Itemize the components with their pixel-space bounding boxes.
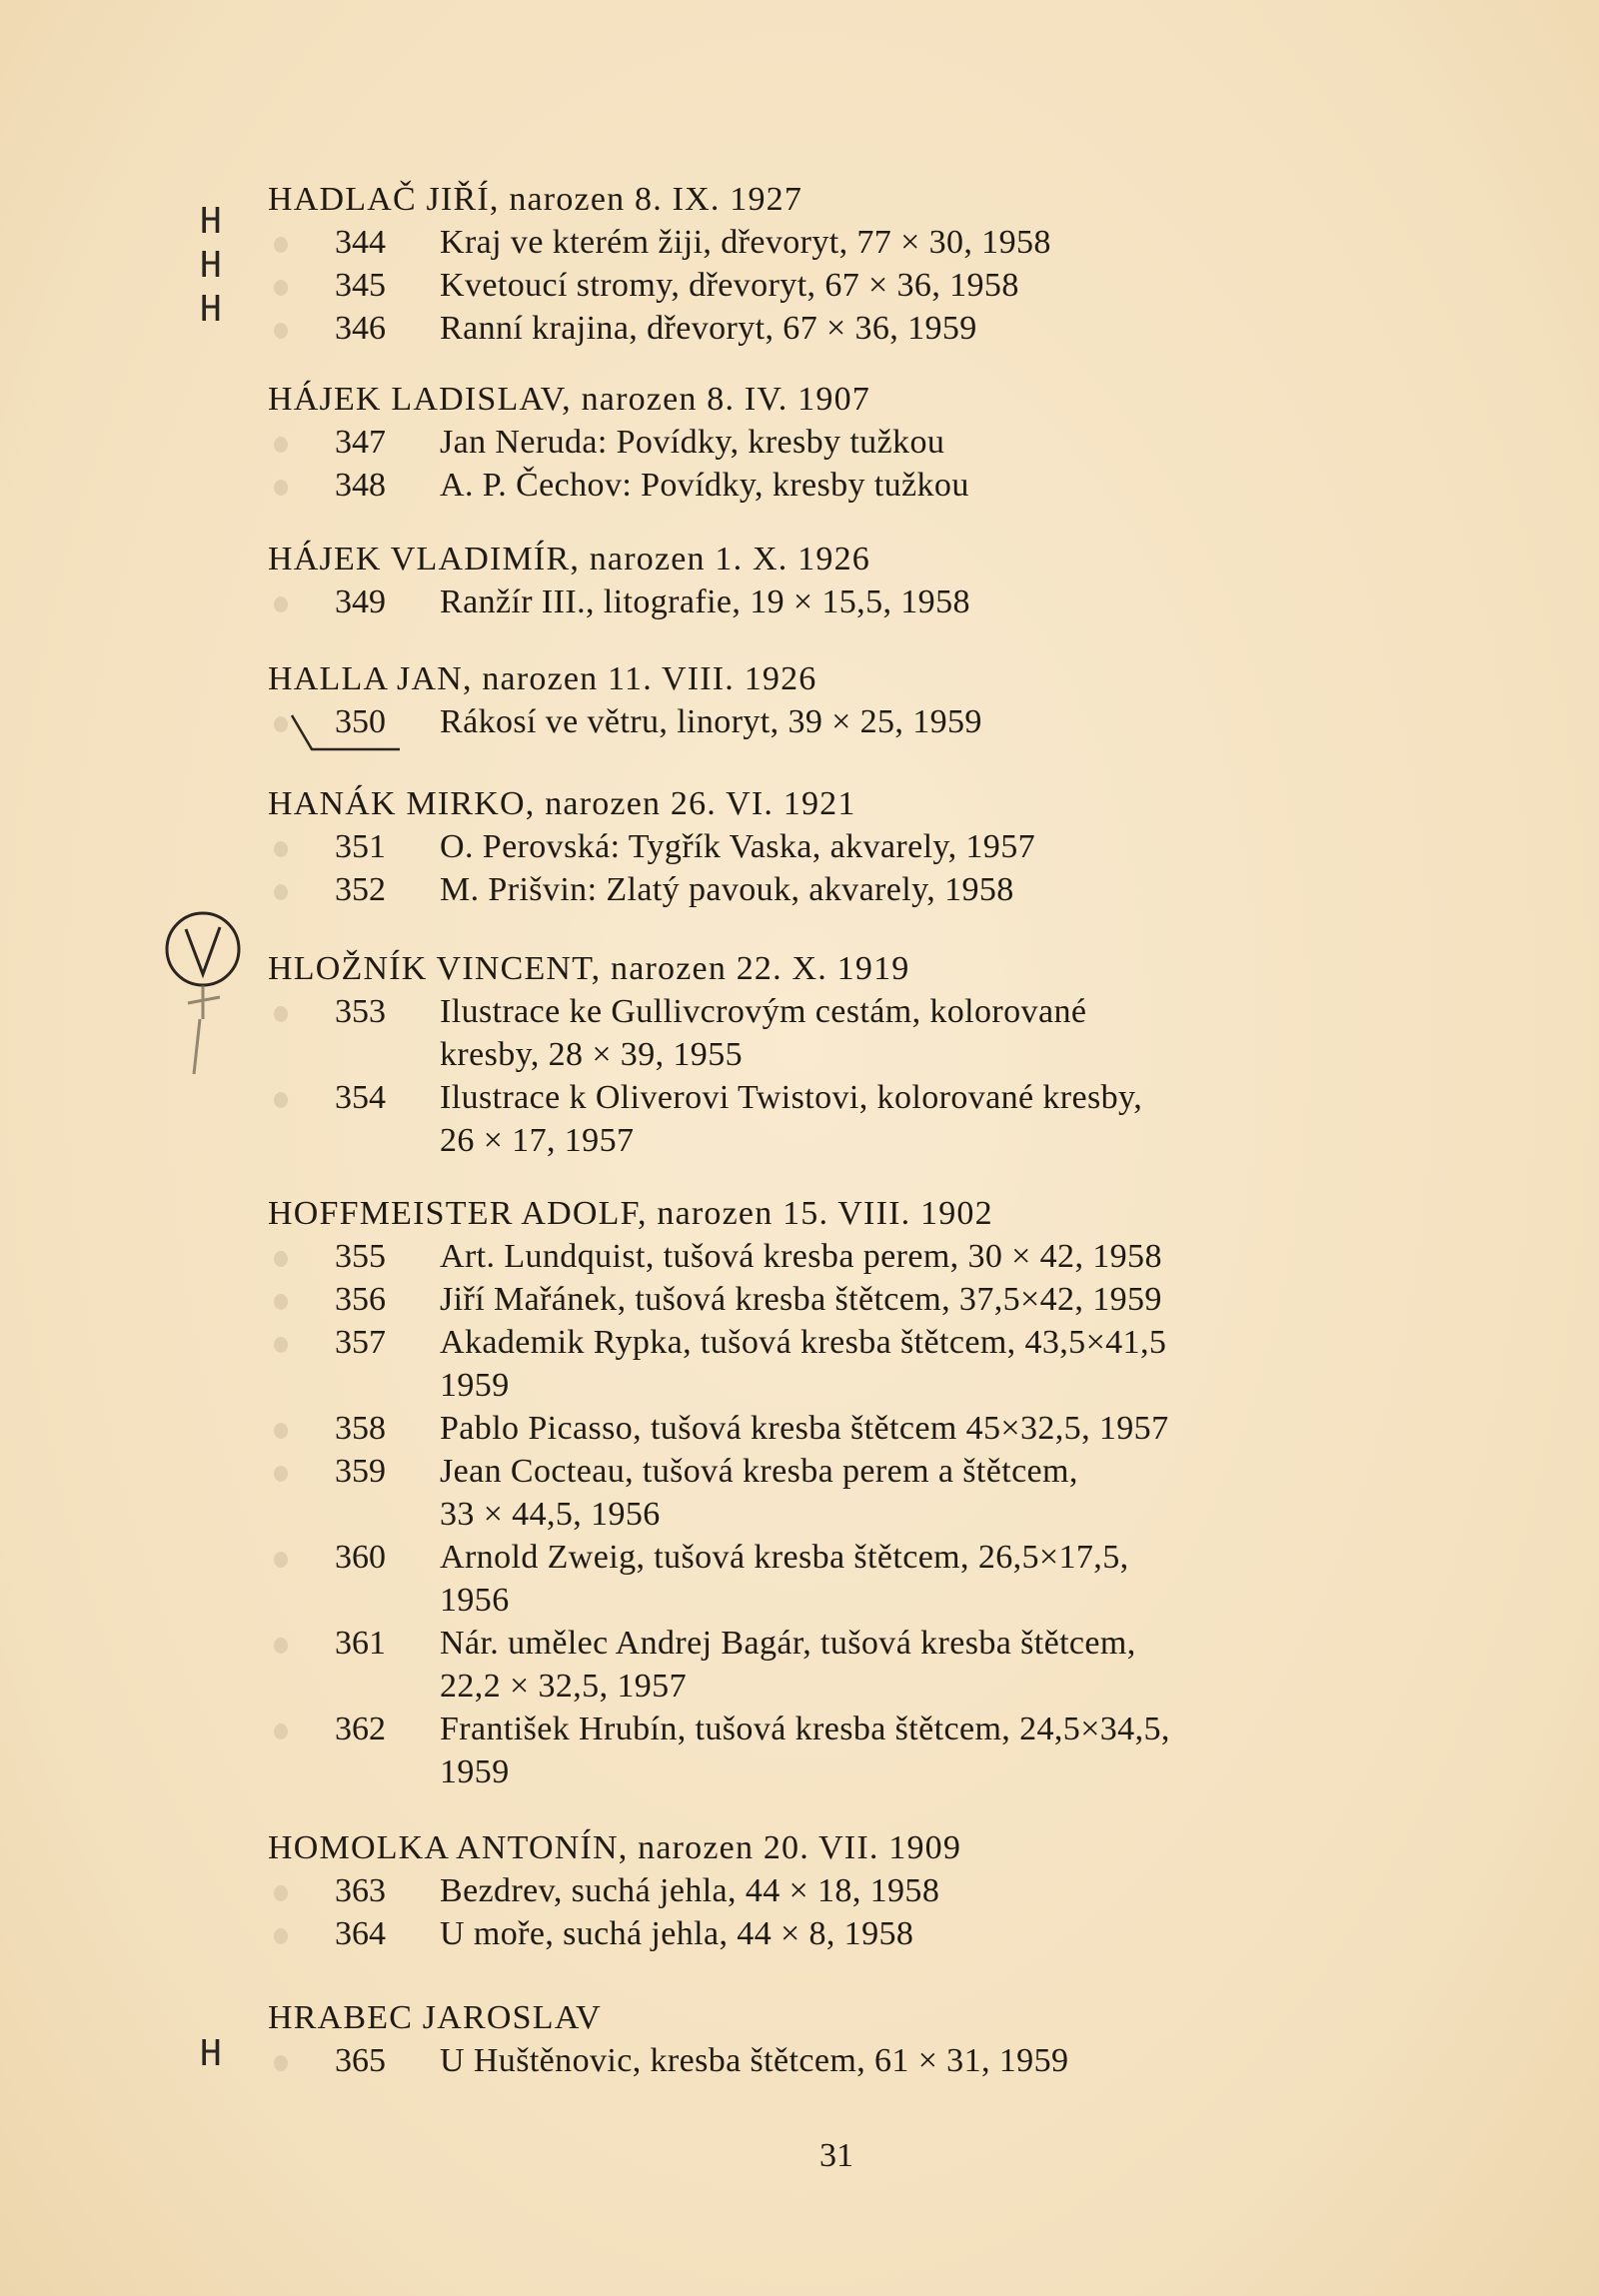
- margin-mark: H: [200, 245, 222, 286]
- margin-dot: [274, 716, 288, 732]
- margin-dot: [274, 1885, 288, 1901]
- margin-dot: [274, 480, 288, 496]
- entry-text: Kvetoucí stromy, dřevoryt, 67 × 36, 1958: [440, 267, 1019, 304]
- entry-text: Jiří Mařánek, tušová kresba štětcem, 37,5×42, 1959: [440, 1281, 1162, 1318]
- entry-text: Ranní krajina, dřevoryt, 67 × 36, 1959: [440, 310, 977, 347]
- entry-number: 347: [335, 424, 386, 461]
- margin-dot: [274, 884, 288, 900]
- margin-mark: H: [200, 201, 222, 242]
- entry-text: Kraj ve kterém žiji, dřevoryt, 77 × 30, 1958: [440, 224, 1051, 261]
- margin-dot: [274, 237, 288, 253]
- margin-dot: [274, 1723, 288, 1739]
- artist-header: HANÁK MIRKO, narozen 26. VI. 1921: [268, 785, 856, 822]
- margin-dot: [274, 1006, 288, 1022]
- entry-text: O. Perovská: Tygřík Vaska, akvarely, 1957: [440, 828, 1036, 865]
- entry-number: 364: [335, 1915, 386, 1952]
- entry-text: 1959: [440, 1367, 510, 1404]
- entry-number: 356: [335, 1281, 386, 1318]
- margin-dot: [274, 1337, 288, 1353]
- entry-number: 354: [335, 1079, 386, 1116]
- entry-text: Akademik Rypka, tušová kresba štětcem, 43,5×41,5: [440, 1324, 1167, 1361]
- entry-text: 22,2 × 32,5, 1957: [440, 1668, 687, 1705]
- margin-dot: [274, 1466, 288, 1482]
- entry-number: 365: [335, 2042, 386, 2079]
- entry-text: Pablo Picasso, tušová kresba štětcem 45×32,5, 1957: [440, 1410, 1169, 1447]
- ink-stamp-icon: [148, 899, 258, 1099]
- entry-text: 26 × 17, 1957: [440, 1122, 635, 1159]
- entry-number: 358: [335, 1410, 386, 1447]
- entry-text: Ilustrace ke Gullivcrovým cestám, kolorované: [440, 993, 1087, 1030]
- margin-mark: H: [200, 289, 222, 330]
- page-number: 31: [819, 2137, 853, 2174]
- entry-number: 345: [335, 267, 386, 304]
- artist-header: HADLAČ JIŘÍ, narozen 8. IX. 1927: [268, 181, 803, 218]
- margin-dot: [274, 437, 288, 453]
- entry-text: kresby, 28 × 39, 1955: [440, 1036, 744, 1073]
- entry-text: Bezdrev, suchá jehla, 44 × 18, 1958: [440, 1872, 940, 1909]
- entry-text: U moře, suchá jehla, 44 × 8, 1958: [440, 1915, 914, 1952]
- entry-text: 1959: [440, 1753, 510, 1790]
- entry-number: 359: [335, 1453, 386, 1490]
- entry-text: František Hrubín, tušová kresba štětcem, 24,5×34,5,: [440, 1711, 1170, 1747]
- margin-mark: H: [200, 2033, 222, 2074]
- artist-header: HOMOLKA ANTONÍN, narozen 20. VII. 1909: [268, 1829, 962, 1866]
- margin-dot: [274, 1092, 288, 1108]
- entry-text: 1956: [440, 1582, 510, 1619]
- artist-header: HALLA JAN, narozen 11. VIII. 1926: [268, 660, 817, 697]
- entry-number: 344: [335, 224, 386, 261]
- margin-dot: [274, 1294, 288, 1310]
- entry-number: 346: [335, 310, 386, 347]
- margin-dot: [274, 841, 288, 857]
- artist-header: HÁJEK LADISLAV, narozen 8. IV. 1907: [268, 381, 870, 418]
- entry-text: U Huštěnovic, kresba štětcem, 61 × 31, 1959: [440, 2042, 1069, 2079]
- entry-text: Rákosí ve větru, linoryt, 39 × 25, 1959: [440, 703, 982, 740]
- entry-number: 363: [335, 1872, 386, 1909]
- margin-dot: [274, 1251, 288, 1267]
- entry-text: Art. Lundquist, tušová kresba perem, 30 × 42, 1958: [440, 1238, 1162, 1275]
- margin-dot: [274, 2055, 288, 2071]
- margin-dot: [274, 1423, 288, 1439]
- artist-header: HOFFMEISTER ADOLF, narozen 15. VIII. 1902: [268, 1195, 993, 1232]
- entry-number: 360: [335, 1539, 386, 1576]
- artist-header: HÁJEK VLADIMÍR, narozen 1. X. 1926: [268, 541, 870, 577]
- margin-dot: [274, 280, 288, 296]
- entry-text: M. Prišvin: Zlatý pavouk, akvarely, 1958: [440, 871, 1014, 908]
- artist-header: HLOŽNÍK VINCENT, narozen 22. X. 1919: [268, 950, 910, 987]
- box-underline-mark: [290, 711, 420, 761]
- entry-number: 351: [335, 828, 386, 865]
- margin-dot: [274, 323, 288, 339]
- margin-dot: [274, 1928, 288, 1944]
- entry-number: 352: [335, 871, 386, 908]
- entry-number: 362: [335, 1711, 386, 1747]
- entry-text: A. P. Čechov: Povídky, kresby tužkou: [440, 467, 969, 504]
- entry-number: 361: [335, 1625, 386, 1662]
- margin-dot: [274, 1638, 288, 1654]
- entry-text: 33 × 44,5, 1956: [440, 1496, 661, 1533]
- entry-text: Ilustrace k Oliverovi Twistovi, kolorované kresby,: [440, 1079, 1143, 1116]
- entry-text: Jean Cocteau, tušová kresba perem a štětcem,: [440, 1453, 1078, 1490]
- entry-number: 350: [335, 703, 386, 740]
- entry-number: 357: [335, 1324, 386, 1361]
- entry-text: Arnold Zweig, tušová kresba štětcem, 26,5×17,5,: [440, 1539, 1129, 1576]
- margin-dot: [274, 1552, 288, 1568]
- entry-number: 353: [335, 993, 386, 1030]
- artist-header: HRABEC JAROSLAV: [268, 1999, 602, 2036]
- entry-number: 348: [335, 467, 386, 504]
- entry-number: 355: [335, 1238, 386, 1275]
- entry-text: Ranžír III., litografie, 19 × 15,5, 1958: [440, 583, 970, 620]
- entry-number: 349: [335, 583, 386, 620]
- entry-text: Jan Neruda: Povídky, kresby tužkou: [440, 424, 945, 461]
- entry-text: Nár. umělec Andrej Bagár, tušová kresba štětcem,: [440, 1625, 1136, 1662]
- margin-dot: [274, 596, 288, 612]
